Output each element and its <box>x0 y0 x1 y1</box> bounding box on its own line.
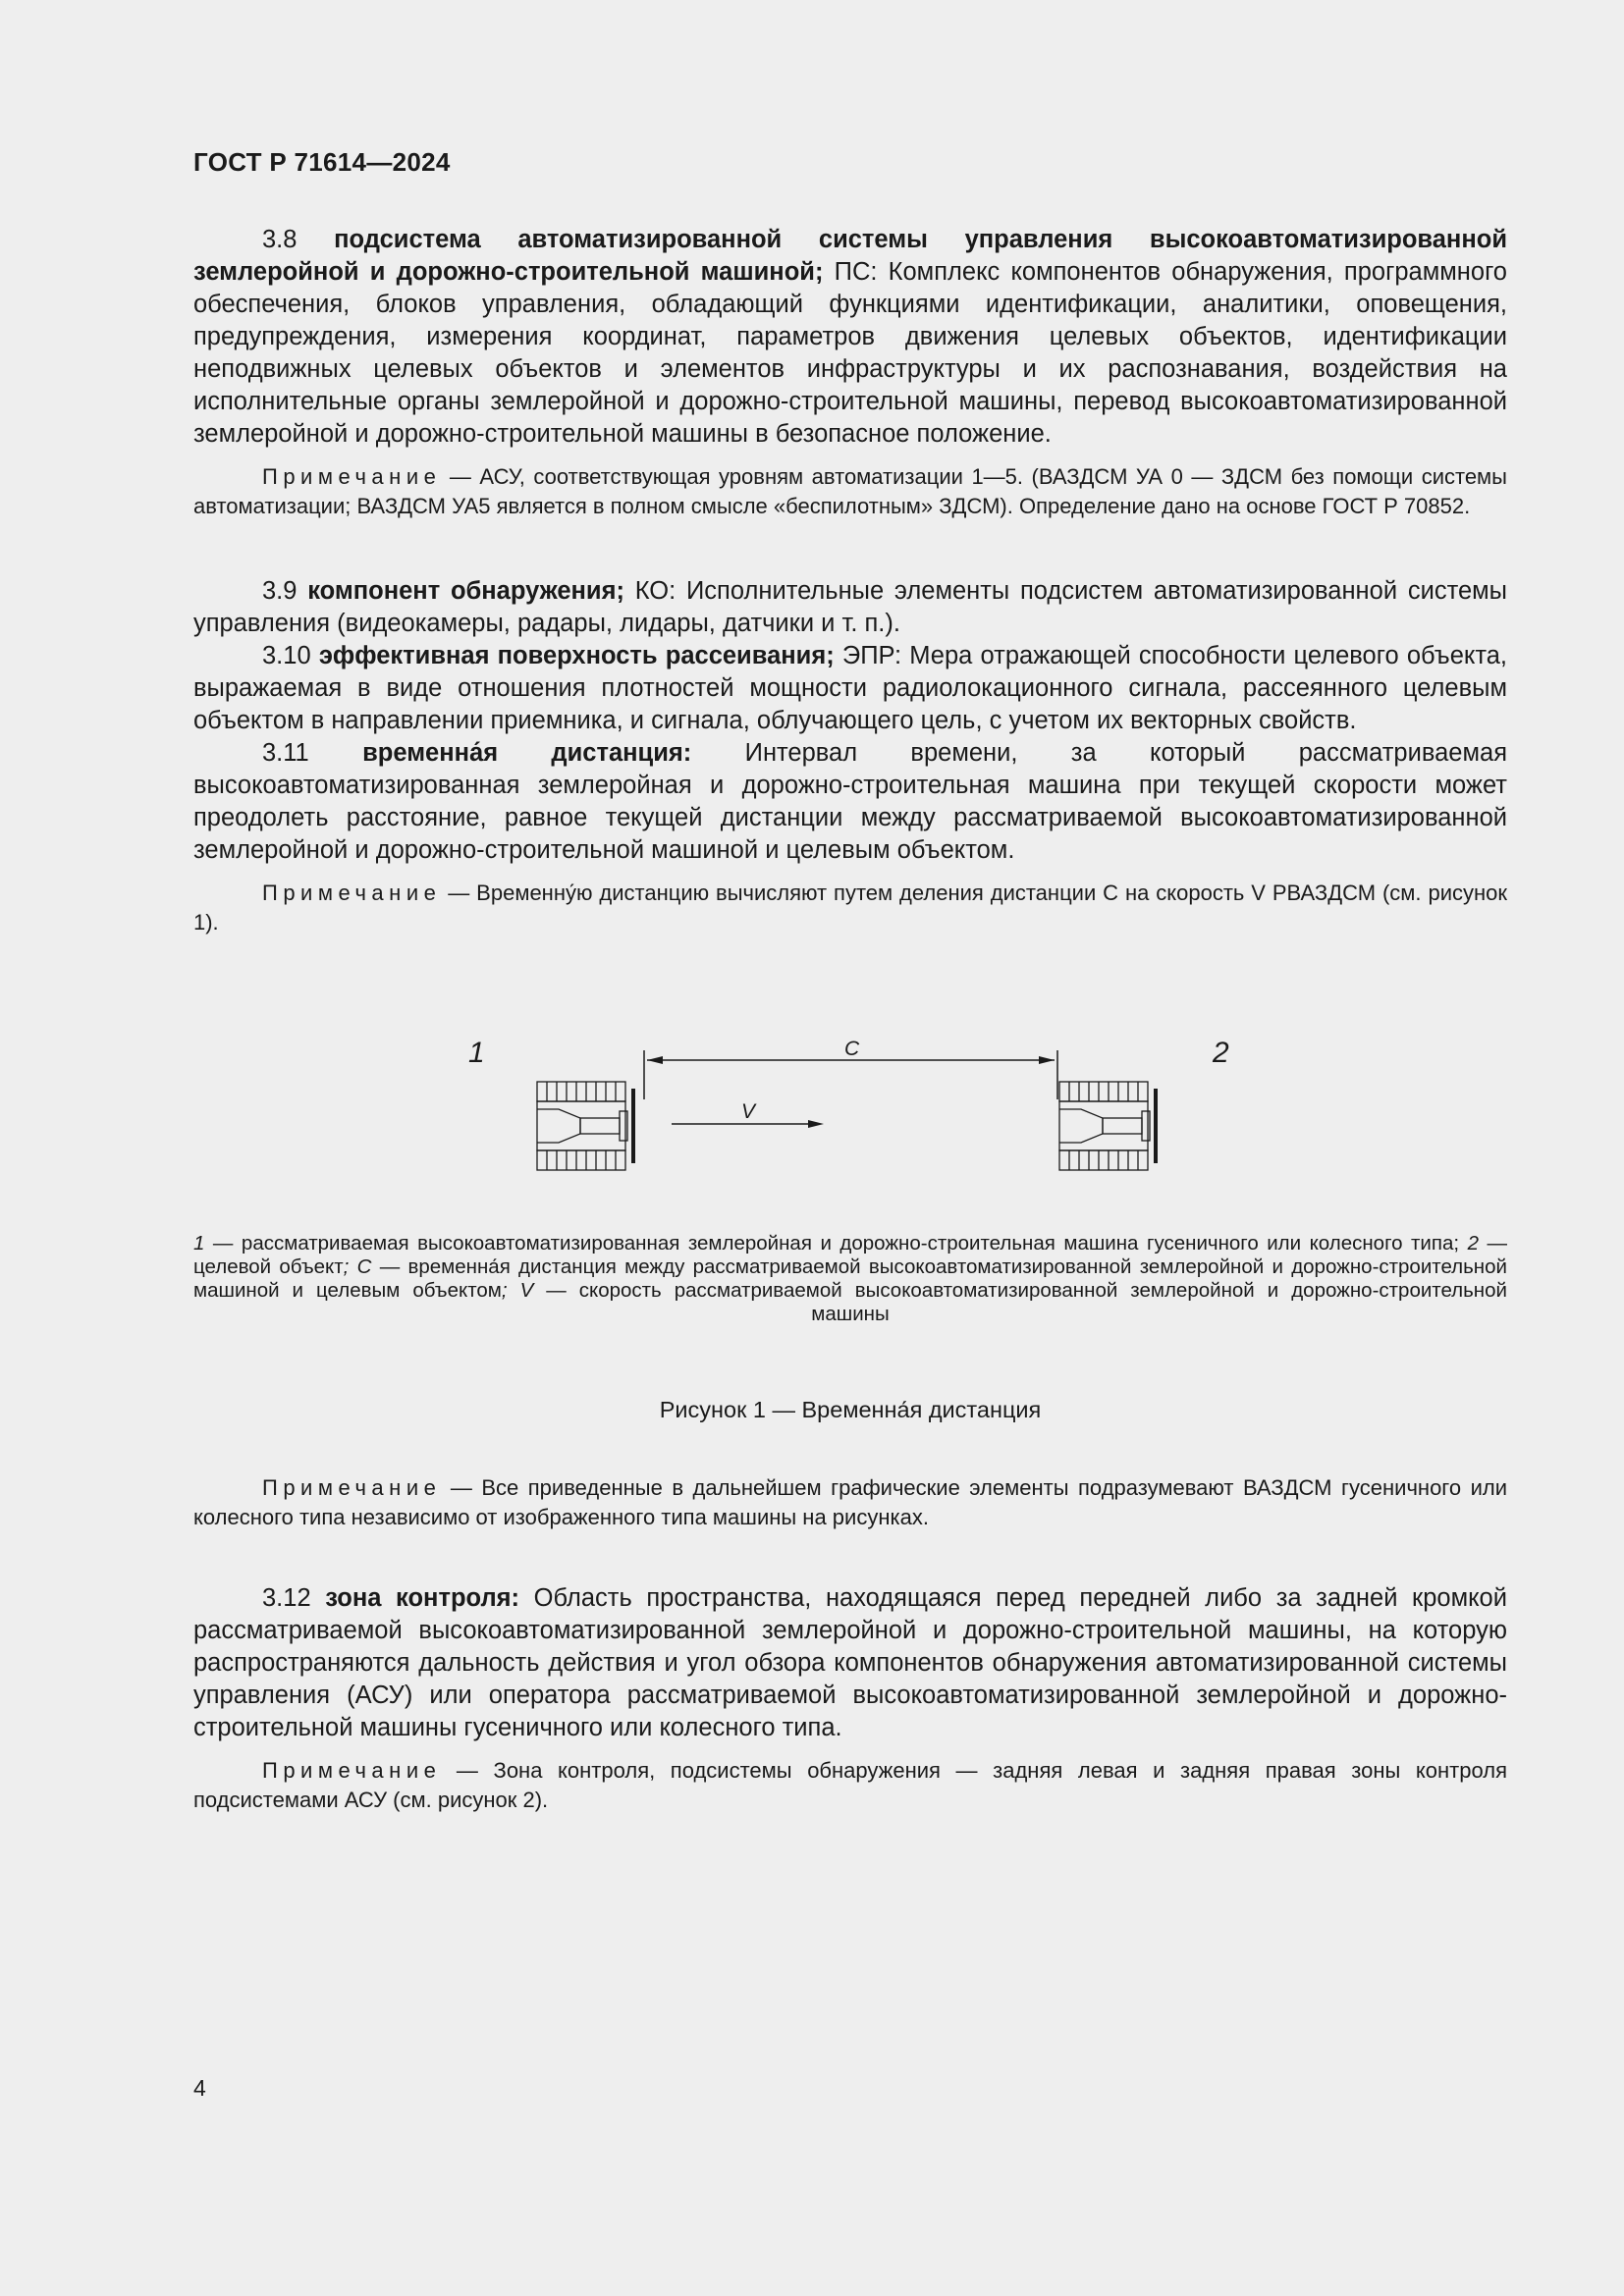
figure-1-title: Рисунок 1 — Временна́я дистанция <box>659 1397 1042 1422</box>
term: временна́я дистанция: <box>362 739 692 767</box>
machine-2-icon <box>1059 1082 1158 1170</box>
legend-key-2: 2 <box>1467 1232 1479 1255</box>
legend-text-2: — целевой объект <box>193 1232 1507 1278</box>
document-header: ГОСТ Р 71614—2024 <box>193 147 451 177</box>
definition-3-11 <box>193 737 1507 867</box>
legend-key-c: C <box>356 1255 372 1278</box>
definition-text: ПС: Комплекс компонентов обнаружения, программного обеспечения, блоков управления, обладающий функциями идентификации, аналитики, оповещения, предупреждения, измерения координат, параметров движения целевых объектов, идентификации неподвижных целевых объектов и элементов инфраструктуры и их распознавания, воздействия на исполнительные органы землеройной и дорожно-строительной машины, перевод высокоавтоматизированной землеройной и дорожно-строительной машины в безопасное положение. <box>193 258 1507 448</box>
legend-key-1: 1 <box>193 1232 205 1255</box>
note-label: Примечание <box>262 881 442 905</box>
section-number: 3.10 <box>262 642 311 669</box>
section-3-8 <box>193 224 1507 520</box>
legend-text-c: — временна́я дистанция между рассматриваемой высокоавтоматизированной землеройной и дорожно-строительной машиной и целевым объектом <box>193 1255 1507 1302</box>
legend-text-v: — скорость рассматриваемой высокоавтоматизированной землеройной и дорожно-строительной машины <box>533 1279 1507 1325</box>
note-text: — Временну́ю дистанцию вычисляют путем деления дистанции C на скорость V РВАЗДСМ (см. рисунок 1). <box>193 881 1507 934</box>
definition-3-10 <box>193 640 1507 737</box>
note-3-12 <box>193 1756 1507 1814</box>
note-label: Примечание <box>262 1475 442 1500</box>
note-label: Примечание <box>262 464 442 489</box>
figure-1-drawing <box>193 1021 1507 1198</box>
section-number: 3.11 <box>262 739 309 767</box>
definition-3-8 <box>193 224 1507 451</box>
figure-label-2: 2 <box>1213 1037 1229 1069</box>
note-3-8 <box>193 462 1507 520</box>
term: зона контроля: <box>325 1584 520 1612</box>
note-text: — Все приведенные в дальнейшем графические элементы подразумевают ВАЗДСМ гусеничного или колесного типа независимо от изображенного типа машины на рисунках. <box>193 1475 1507 1529</box>
section-3-12 <box>193 1582 1507 1814</box>
note-label: Примечание <box>262 1758 442 1783</box>
figure-label-v: V <box>741 1100 756 1123</box>
legend-separator: ; <box>501 1279 520 1302</box>
definition-text: Интервал времени, за который рассматриваемая высокоавтоматизированная землеройная и дорожно-строительная машина при текущей скорости может преодолеть расстояние, равное текущей дистанции между рассматриваемой высокоавтоматизированной землеройной и дорожно-строительной машиной и целевым объектом. <box>193 739 1508 864</box>
note-general <box>193 1473 1507 1531</box>
figure-label-c: C <box>844 1038 860 1060</box>
term: подсистема автоматизированной системы управления высокоавтоматизированной землеройной и дорожно-строительной машиной; <box>193 226 1507 286</box>
figure-label-1: 1 <box>468 1037 485 1069</box>
legend-separator: ; <box>343 1255 357 1278</box>
section-number: 3.12 <box>262 1584 311 1612</box>
figure-1-legend <box>193 1232 1507 1326</box>
machine-1-icon <box>537 1082 635 1170</box>
section-number: 3.9 <box>262 577 298 605</box>
section-number: 3.8 <box>262 226 298 253</box>
figure-1 <box>193 1021 1507 1198</box>
sections-3-9-to-3-11 <box>193 575 1507 936</box>
general-note <box>193 1473 1507 1531</box>
definition-text: КО: Исполнительные элементы подсистем автоматизированной системы управления (видеокамеры, радары, лидары, датчики и т. п.). <box>193 577 1508 637</box>
definition-text: Область пространства, находящаяся перед передней либо за задней кромкой рассматриваемой высокоавтоматизированной землеройной и дорожно-строительной машины, на которую распространяются дальность действия и угол обзора компонентов обнаружения автоматизированной системы управления (АСУ) или оператора рассматриваемой высокоавтоматизированной землеройной и дорожно-строительной машины гусеничного или колесного типа. <box>193 1584 1507 1741</box>
legend-text-1: — рассматриваемая высокоавтоматизированная землеройная и дорожно-строительная машина гусеничного или колесного типа; <box>204 1232 1468 1255</box>
legend-key-v: V <box>519 1279 534 1302</box>
term: компонент обнаружения; <box>307 577 624 605</box>
definition-3-12 <box>193 1582 1507 1744</box>
note-3-11 <box>193 879 1507 936</box>
term: эффективная поверхность рассеивания; <box>318 642 835 669</box>
definition-text: ЭПР: Мера отражающей способности целевого объекта, выражаемая в виде отношения плотностей мощности радиолокационного сигнала, рассеянного целевым объектом в направлении приемника, и сигнала, облучающего цель, с учетом их векторных свойств. <box>193 642 1507 734</box>
note-text: — АСУ, соответствующая уровням автоматизации 1—5. (ВАЗДСМ УА 0 — ЗДСМ без помощи системы автоматизации; ВАЗДСМ УА5 является в полном смысле «беспилотным» ЗДСМ). Определение дано на основе ГОСТ Р 70852. <box>193 464 1507 518</box>
definition-3-9 <box>193 575 1507 640</box>
note-text: — Зона контроля, подсистемы обнаружения — задняя левая и задняя правая зоны контроля подсистемами АСУ (см. рисунок 2). <box>193 1758 1507 1812</box>
page-number: 4 <box>193 2075 206 2101</box>
